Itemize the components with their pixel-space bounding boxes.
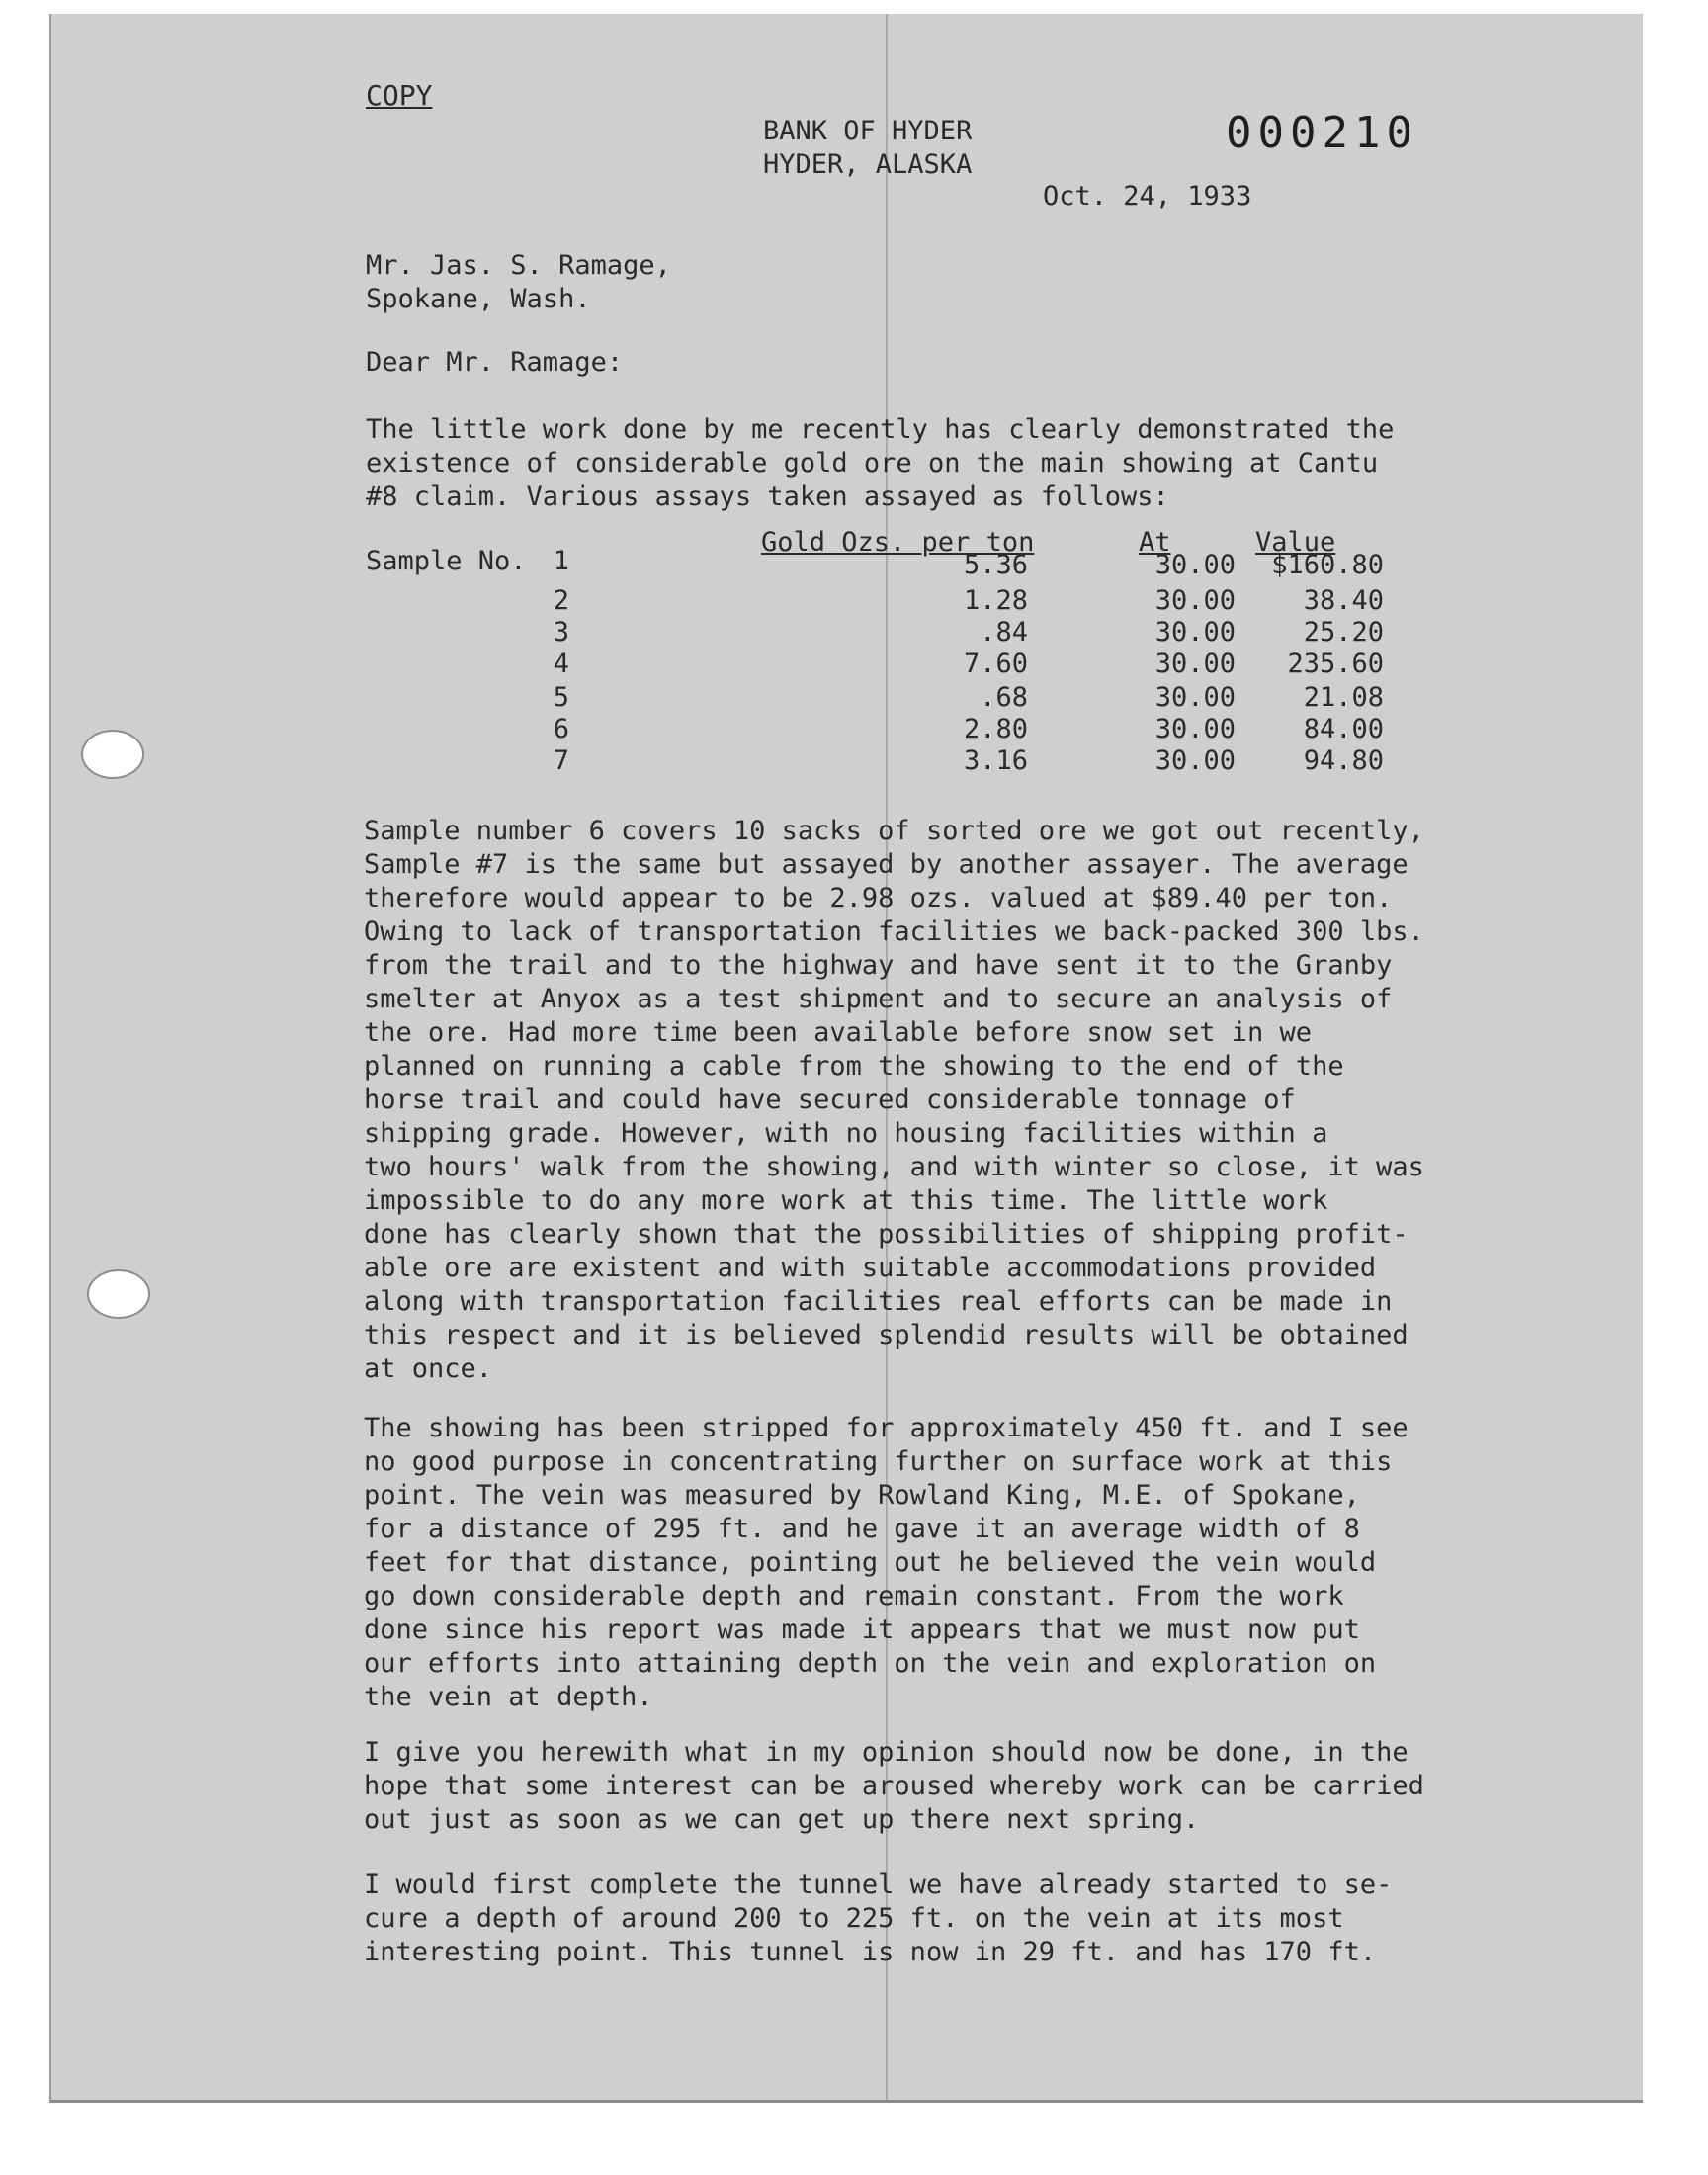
value-cell: 84.00 xyxy=(1303,714,1384,744)
at-cell: 30.00 xyxy=(1154,550,1236,580)
addressee-name: Mr. Jas. S. Ramage, xyxy=(366,250,671,281)
sample-number: 2 xyxy=(553,585,569,616)
intro-paragraph: The little work done by me recently has clearly demonstrated the existence of considerable gold ore on the main showing at Cantu #8 claim. Various assays taken assayed as follows: xyxy=(366,414,1395,512)
table-row xyxy=(366,546,1384,580)
letterhead-bank-name: BANK OF HYDER xyxy=(763,116,973,146)
column-header-value: Value xyxy=(1255,527,1336,558)
sample-number: 7 xyxy=(553,745,569,776)
letterhead-location: HYDER, ALASKA xyxy=(763,149,973,180)
gold-ozs-cell: .68 xyxy=(980,682,1028,713)
value-cell: 21.08 xyxy=(1303,682,1384,713)
punch-hole xyxy=(87,1269,150,1319)
value-cell: $160.80 xyxy=(1271,550,1384,580)
at-cell: 30.00 xyxy=(1154,714,1236,744)
value-cell: 38.40 xyxy=(1303,585,1384,616)
at-cell: 30.00 xyxy=(1154,745,1236,776)
gold-ozs-cell: 1.28 xyxy=(963,585,1028,616)
table-row xyxy=(366,682,1384,714)
body-paragraph-proposal: I give you herewith what in my opinion should now be done, in the hope that some interest can be aroused whereby work can be carried out just as soon as we can get up there next spring. xyxy=(364,1737,1424,1835)
table-row xyxy=(366,714,1384,745)
gold-ozs-cell: 5.36 xyxy=(963,550,1028,580)
at-cell: 30.00 xyxy=(1154,585,1236,616)
salutation: Dear Mr. Ramage: xyxy=(366,347,624,378)
at-cell: 30.00 xyxy=(1154,617,1236,648)
body-paragraph-results: Sample number 6 covers 10 sacks of sorted ore we got out recently, Sample #7 is the same but assayed by another assayer. The average therefore would appear to be 2.98 ozs. valued at $89.40 per ton. Owing to lack of transportation facilities we back-packed 300 lbs. from the trail and to the highway and have sent it to the Granby smelter at Anyox as a test shipment and to secure an analysis of the ore. Had more time been available before snow set in we planned on running a cable from the showing to the end of the horse trail and could have secured considerable tonnage of shipping grade. However, with no housing facilities within a two hours' walk from the showing, and with winter so close, it was impossible to do any more work at this time. The little work done has clearly shown that the possibilities of shipping profit- able ore are existent and with suitable accommodations provided along with transportation facilities real efforts can be made in this respect and it is believed splendid results will be obtained at once. xyxy=(364,816,1424,1384)
gold-ozs-cell: 3.16 xyxy=(963,745,1028,776)
column-header-gold-ozs: Gold Ozs. per ton xyxy=(761,527,1035,558)
letter-date: Oct. 24, 1933 xyxy=(1043,181,1252,212)
addressee-city: Spokane, Wash. xyxy=(366,284,591,314)
gold-ozs-cell: 7.60 xyxy=(963,649,1028,679)
table-row xyxy=(366,617,1384,649)
sample-number: 1 xyxy=(553,546,569,576)
document-number: 000210 xyxy=(1226,108,1418,158)
value-cell: 94.80 xyxy=(1303,745,1384,776)
table-row xyxy=(366,745,1384,777)
sample-number: 6 xyxy=(553,714,569,744)
value-cell: 235.60 xyxy=(1287,649,1384,679)
sample-label: Sample No. xyxy=(366,546,527,576)
copy-stamp: COPY xyxy=(366,79,433,112)
sample-number: 5 xyxy=(553,682,569,713)
body-paragraph-tunnel: I would first complete the tunnel we have already started to se- cure a depth of around 200 to 225 ft. on the vein at its most interesting point. This tunnel is now in 29 ft. and has 170 ft. xyxy=(364,1870,1393,1967)
at-cell: 30.00 xyxy=(1154,649,1236,679)
at-cell: 30.00 xyxy=(1154,682,1236,713)
punch-hole xyxy=(81,730,144,779)
sample-number: 4 xyxy=(553,649,569,679)
table-row xyxy=(366,585,1384,617)
column-header-at: At xyxy=(1139,527,1171,558)
value-cell: 25.20 xyxy=(1303,617,1384,648)
gold-ozs-cell: .84 xyxy=(980,617,1028,648)
gold-ozs-cell: 2.80 xyxy=(963,714,1028,744)
body-paragraph-vein: The showing has been stripped for approximately 450 ft. and I see no good purpose in concentrating further on surface work at this point. The vein was measured by Rowland King, M.E. of Spokane, for a distance of 295 ft. and he gave it an average width of 8 feet for that distance, pointing out he believed the vein would go down considerable depth and remain constant. From the work done since his report was made it appears that we must now put our efforts into attaining depth on the vein and exploration on the vein at depth. xyxy=(364,1413,1409,1712)
sample-number: 3 xyxy=(553,617,569,648)
table-row xyxy=(366,649,1384,680)
